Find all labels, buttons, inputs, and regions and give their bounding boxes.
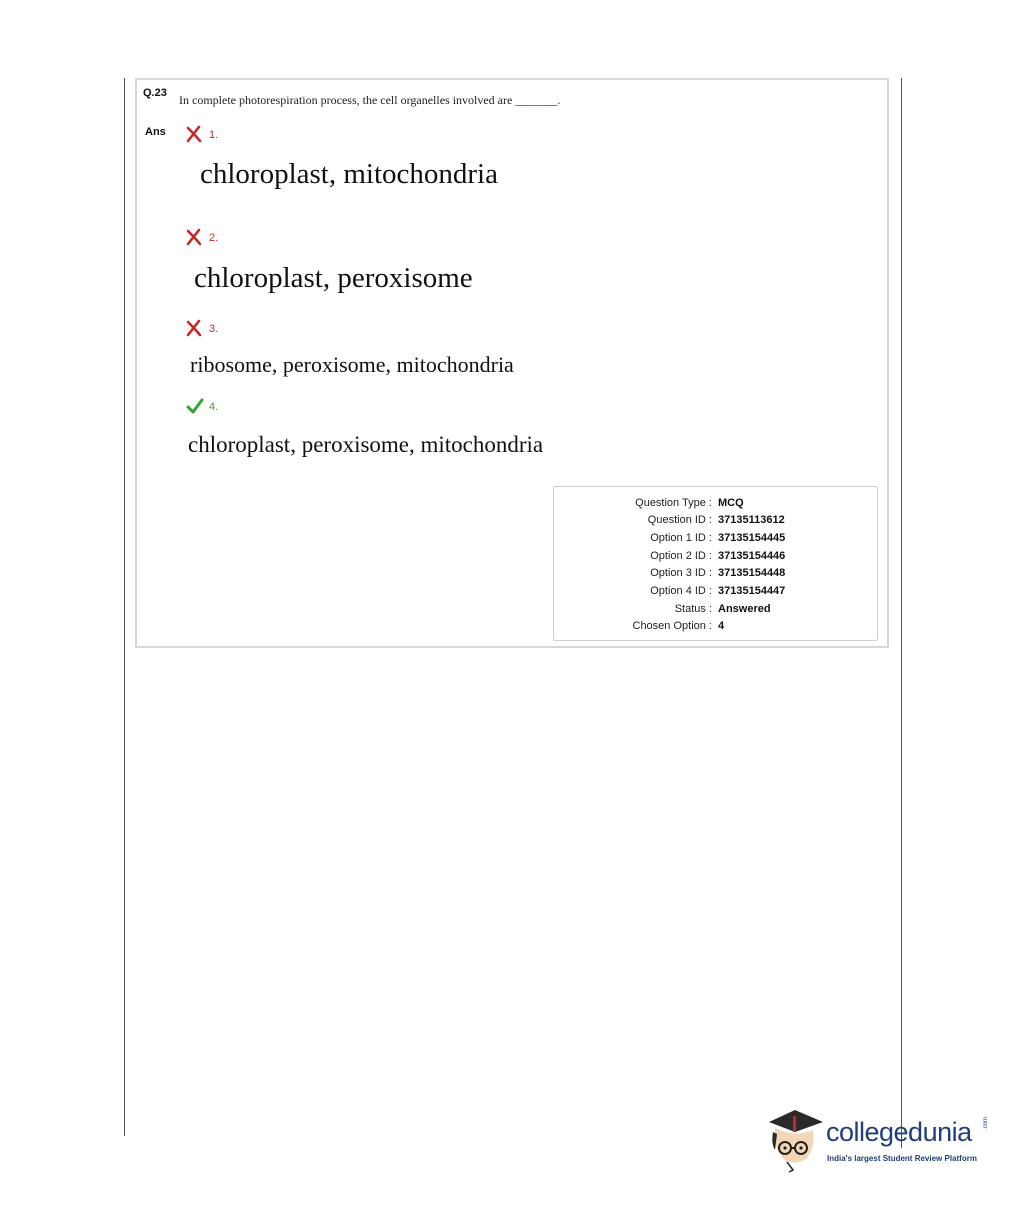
info-row-option-3-id: [553, 566, 878, 580]
cross-icon: [185, 319, 203, 337]
info-label: Status :: [674, 603, 712, 615]
page-left-rule: [124, 78, 125, 1136]
info-label: Option 4 ID :: [650, 585, 712, 597]
option-4-text: chloroplast, peroxisome, mitochondria: [188, 432, 544, 457]
info-value: 37135113612: [718, 514, 785, 526]
info-value: 37135154448: [718, 567, 786, 579]
info-row-question-id: [553, 513, 878, 527]
brand-name: collegedunia: [826, 1117, 972, 1147]
option-3-text: ribosome, peroxisome, mitochondria: [190, 352, 514, 377]
info-row-option-2-id: [553, 549, 878, 563]
brand-tagline: India's largest Student Review Platform: [827, 1154, 977, 1163]
info-label: Option 2 ID :: [650, 550, 712, 562]
mascot-logo-icon: [765, 1104, 827, 1176]
brand-suffix: .com: [983, 1116, 989, 1130]
page-right-rule: [901, 78, 902, 1148]
question-number: Q.23: [143, 87, 167, 99]
answer-label: Ans: [145, 126, 166, 138]
option-1-text: chloroplast, mitochondria: [200, 158, 498, 190]
info-row-option-4-id: [553, 584, 878, 598]
info-row-chosen-option: [553, 619, 878, 633]
check-icon: [186, 397, 204, 415]
info-row-question-type: [553, 496, 878, 510]
cross-icon: [185, 125, 203, 143]
cross-icon: [185, 228, 203, 246]
info-value: 37135154446: [718, 550, 786, 562]
info-label: Option 1 ID :: [650, 532, 712, 544]
option-3-number: 3.: [209, 323, 219, 335]
question-text: In complete photorespiration process, the cell organelles involved are _______.: [179, 93, 561, 107]
option-2-number: 2.: [209, 232, 219, 244]
info-value: Answered: [718, 603, 771, 615]
info-label: Question Type :: [635, 497, 712, 509]
info-value: 37135154445: [718, 532, 786, 544]
info-label: Chosen Option :: [632, 620, 712, 632]
option-1-number: 1.: [209, 129, 219, 141]
info-label: Option 3 ID :: [650, 567, 712, 579]
info-row-option-1-id: [553, 531, 878, 545]
info-row-status: [553, 602, 878, 616]
info-value: 37135154447: [718, 585, 786, 597]
info-value: MCQ: [718, 497, 744, 509]
info-label: Question ID :: [647, 514, 712, 526]
option-4-number: 4.: [209, 401, 219, 413]
option-2-text: chloroplast, peroxisome: [194, 262, 473, 294]
info-value: 4: [718, 620, 725, 632]
